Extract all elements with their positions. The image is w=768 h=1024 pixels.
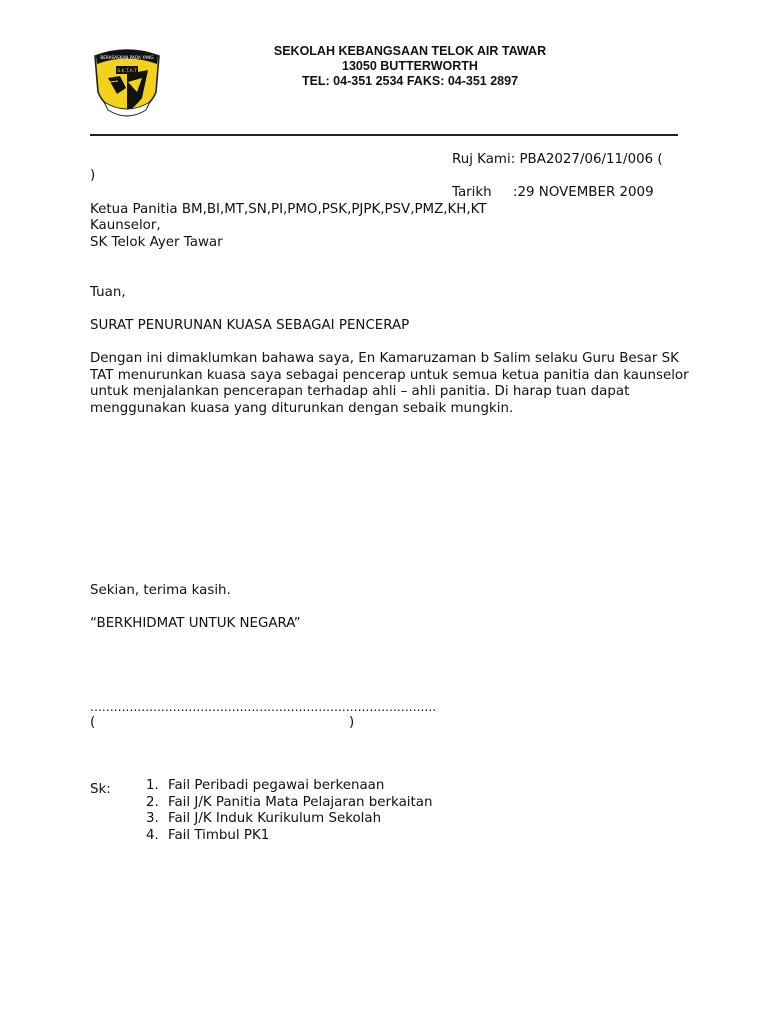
logo-initials-text: S.K.T.A.T xyxy=(117,69,137,74)
copies-label: Sk: xyxy=(90,782,111,797)
reference-value: : PBA2027/06/11/006 ( xyxy=(510,152,663,167)
letter-body: Dengan ini dimaklumkan bahawa saya, En Kamaruzaman b Salim selaku Guru Besar SK TAT menurunkan kuasa saya sebagai pencerap untuk semua ketua panitia dan kaunselor untuk menjalankan pencerapan terhadap ahli – ahli panitia. Di harap tuan dapat menggunakan kuasa yang diturunkan dengan sebaik mungkin. xyxy=(90,351,689,416)
copies-item-number: 4. xyxy=(146,827,159,843)
copies-list-item xyxy=(146,795,432,812)
recipient-line-1: Ketua Panitia BM,BI,MT,SN,PI,PMO,PSK,PJPK,PSV,PMZ,KH,KT xyxy=(90,202,487,217)
motto-line: “BERKHIDMAT UNTUK NEGARA” xyxy=(90,616,301,631)
copies-item-text: Fail Peribadi pegawai berkenaan xyxy=(168,778,385,793)
signature-dotted-line: ……………………………………………………………………………. xyxy=(90,700,436,714)
school-contact: TEL: 04-351 2534 FAKS: 04-351 2897 xyxy=(301,74,519,88)
copies-list-item xyxy=(146,778,432,795)
salutation: Tuan, xyxy=(90,285,126,300)
closing-line: Sekian, terima kasih. xyxy=(90,583,231,598)
copies-list-item xyxy=(146,828,432,845)
copies-item-text: Fail Timbul PK1 xyxy=(168,827,270,843)
signature-open-paren: ( xyxy=(90,715,96,730)
copies-list-item xyxy=(146,811,432,828)
copies-list xyxy=(146,778,432,844)
school-name: SEKOLAH KEBANGSAAN TELOK AIR TAWAR xyxy=(273,44,547,58)
school-crest-logo xyxy=(90,42,164,122)
copies-item-text: Fail J/K Panitia Mata Pelajaran berkaitan xyxy=(168,794,433,810)
reference-label: Ruj Kami xyxy=(452,152,511,167)
copies-item-number: 2. xyxy=(146,794,159,810)
copies-item-text: Fail J/K Induk Kurikulum Sekolah xyxy=(168,811,382,827)
date-value: :29 NOVEMBER 2009 xyxy=(513,185,654,200)
logo-motto-text: BERASASKAN PADA YANG xyxy=(100,55,154,60)
date-label: Tarikh xyxy=(452,185,492,200)
header-divider xyxy=(90,134,678,136)
copies-item-number: 1. xyxy=(146,778,159,793)
school-address: 13050 BUTTERWORTH xyxy=(342,59,478,73)
letter-subject: SURAT PENURUNAN KUASA SEBAGAI PENCERAP xyxy=(90,318,410,333)
letterhead xyxy=(240,44,580,89)
copies-item-number: 3. xyxy=(146,811,159,827)
reference-line xyxy=(452,152,663,168)
recipient-line-3: SK Telok Ayer Tawar xyxy=(90,235,223,250)
reference-close-paren: ) xyxy=(90,168,96,183)
signature-close-paren: ) xyxy=(349,715,355,730)
recipient-line-2: Kaunselor, xyxy=(90,218,161,233)
